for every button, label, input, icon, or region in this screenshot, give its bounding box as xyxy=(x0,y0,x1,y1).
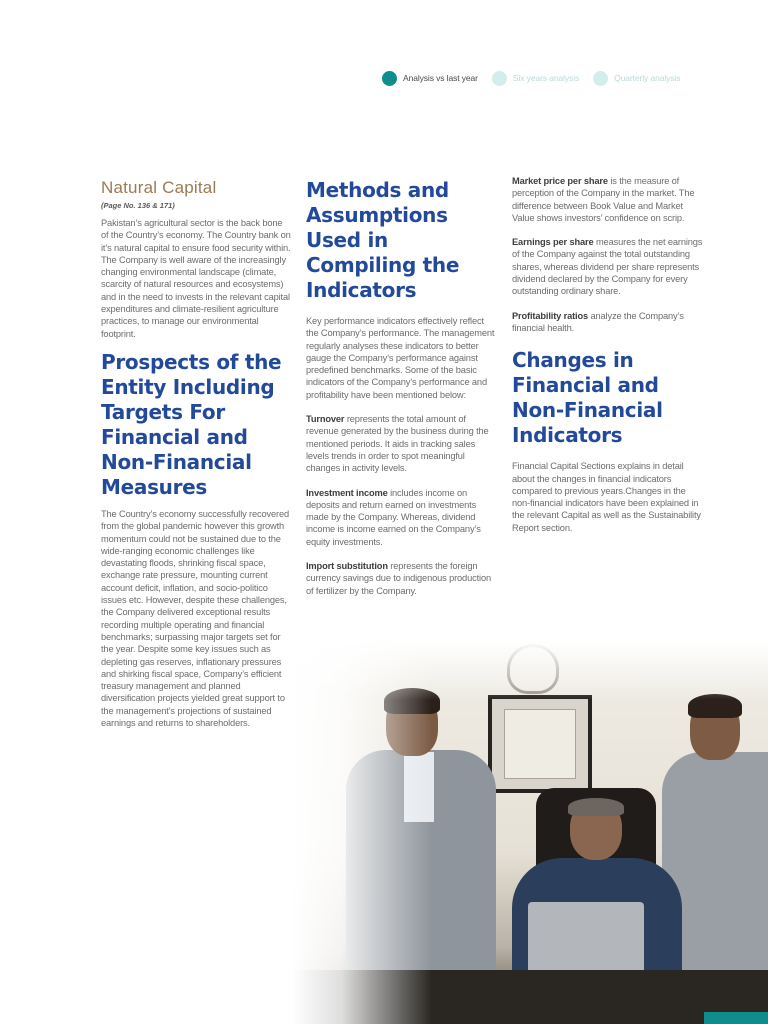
term: Import substitution xyxy=(306,561,388,572)
column-left xyxy=(101,178,291,729)
changes-heading: Changes in Financial and Non-Financial Indicators xyxy=(512,348,663,448)
description: represents the foreign currency savings due to indigenous production of fertilizer by the Company. xyxy=(306,561,491,596)
active-dot-icon xyxy=(382,71,397,86)
description: analyze the Company’s financial health. xyxy=(512,310,684,333)
inactive-dot-icon xyxy=(492,71,507,86)
photo-fade-top xyxy=(292,640,768,700)
tab-analysis-vs-last-year[interactable] xyxy=(382,71,478,86)
frame-inner xyxy=(504,709,576,779)
analysis-tabs xyxy=(382,69,694,87)
column-middle xyxy=(306,178,496,597)
description: measures the net earnings of the Company against the total outstanding shares, whereas dividend per share represents dividend declared by the Company for every outstanding ordinary share. xyxy=(512,237,703,297)
tab-label: Six years analysis xyxy=(512,73,580,83)
natural-capital-title: Natural Capital xyxy=(101,178,217,197)
term: Market price per share xyxy=(512,176,608,186)
column-right xyxy=(512,175,704,534)
indicator-market-price-per-share xyxy=(512,175,704,224)
prospects-heading: Prospects of the Entity Including Targets For Financial and Non-Financial Measures xyxy=(101,349,282,499)
description: is the measure of perception of the Company in the market. The difference between Book Value and Market Value shows investors’ confidence on scrip. xyxy=(512,176,695,223)
office-photo xyxy=(292,640,768,1024)
accent-bar xyxy=(704,1012,768,1024)
indicator-investment-income xyxy=(306,487,496,548)
term: Investment income xyxy=(306,487,388,498)
inactive-dot-icon xyxy=(593,71,608,86)
page-reference: (Page No. 136 & 171) xyxy=(101,201,175,210)
tab-six-years-analysis[interactable] xyxy=(492,71,579,86)
changes-text: Financial Capital Sections explains in detail about the changes in financial indicators compared to previous years.Changes in the non-financial indicators have been explained in the relevant Capital as well as the Sustainability Report section. xyxy=(512,461,701,533)
indicator-earnings-per-share xyxy=(512,236,704,297)
description: represents the total amount of revenue generated by the business during the mentioned periods. It aids in tracking sales levels trends in order to spot meaningful changes in activity levels. xyxy=(306,414,489,474)
tab-label: Analysis vs last year xyxy=(403,73,478,83)
term: Profitability ratios xyxy=(512,310,589,321)
methods-intro: Key performance indicators effectively reflect the Company’s performance. The management regularly analyses these indicators to better gauge the Company’s performance against predefined benchmarks. Some of the basic indicators of the Company’s performance and profitability have been mentioned below: xyxy=(306,316,495,400)
term: Turnover xyxy=(306,414,345,425)
natural-capital-text: Pakistan’s agricultural sector is the back bone of the Country’s economy. The Country bank on it’s natural capital to ensure food security within. The Company is well aware of the increasingly changing environmental landscape (climate, scarcity of natural resources and ecosystems) and in the need to invests in the relevant capital expenditures and climate-resilient agriculture practices, to manage our environmental footprint. xyxy=(101,218,291,339)
laptop-icon xyxy=(528,902,644,976)
description: includes income on deposits and return earned on investments made by the Company. Whereas, dividend income is income earned on the Company’s equity investments. xyxy=(306,487,481,547)
hair xyxy=(568,798,624,816)
prospects-text: The Country’s economy successfully recovered from the global pandemic however this growth momentum could not be sustained due to the wide-ranging economic challenges like devastating floods, shrinking fiscal space, exchange rate pressure, mounting current account deficit, inflation, and socio-politico issues etc. However, despite these challenges, the Company delivered exceptional results recording multiple operating and financial benchmarks; surpassing major targets set for the year. Despite some key issues such as depleting gas reserves, inflationary pressures and shirking fiscal space, Company’s efficient treasury management and planned diversification projects yielded great support to the management’s projections of sustained earnings and returns to shareholders. xyxy=(101,508,290,729)
indicator-import-substitution xyxy=(306,560,496,597)
methods-heading: Methods and Assumptions Used in Compiling the Indicators xyxy=(306,178,460,302)
tab-quarterly-analysis[interactable] xyxy=(593,71,680,86)
indicator-turnover xyxy=(306,413,496,474)
indicator-profitability-ratios xyxy=(512,310,704,335)
term: Earnings per share xyxy=(512,237,594,248)
tab-label: Quarterly analysis xyxy=(614,73,681,83)
wall-frame xyxy=(488,695,592,793)
